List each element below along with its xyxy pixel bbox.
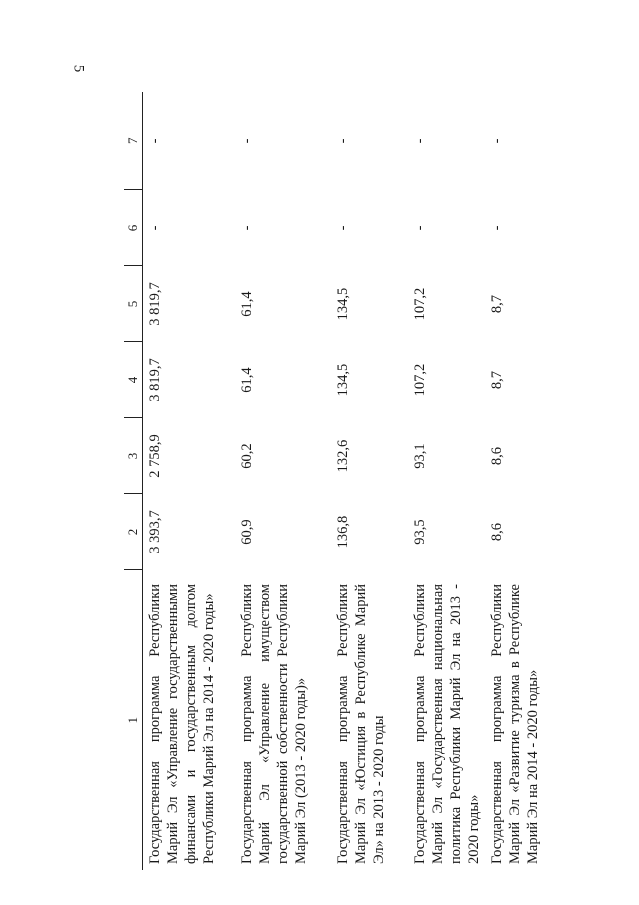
value-col-5: 134,5 [334,287,351,321]
value-col-3: 132,6 [334,439,351,473]
value-col-2: 93,5 [411,519,428,545]
value-col-6: - [334,225,351,231]
column-header: 4 [124,342,143,418]
value-col-2: 8,6 [488,522,505,542]
column-header: 3 [124,418,143,494]
column-header: 2 [124,494,143,570]
value-col-2: 60,9 [238,519,255,545]
program-name: Государственная программа Республики Марий Эл «Управление имуществом государственной собственности Республики Марий Эл (2013 - 2020 годы)» [238,584,309,864]
rotated-sheet [124,92,541,870]
value-col-7: - [411,138,428,144]
value-col-5: 61,4 [238,291,255,317]
table-row [143,92,235,870]
value-col-4: 134,5 [334,363,351,397]
value-col-4: 3 819,7 [147,358,163,402]
value-col-5: 107,2 [411,287,428,321]
value-col-7: - [334,138,351,144]
column-header: 6 [124,190,143,266]
program-name: Государственная программа Республики Марий Эл «Юстиция в Республике Марий Эл» на 2013 - 2020 годы [334,584,387,864]
table-row [235,92,331,870]
value-col-7: - [488,138,505,144]
program-name: Государственная программа Республики Марий Эл «Управление государственными финансами и государственным долгом Республики Марий Эл на 2014 - 2020 годы» [147,584,217,864]
value-col-3: 2 758,9 [147,434,163,478]
table-row [485,92,562,870]
program-table [124,92,562,870]
value-col-3: 60,2 [238,443,255,469]
value-col-3: 93,1 [411,443,428,469]
value-col-6: - [147,225,163,231]
table-row [331,92,408,870]
table-row [408,92,485,870]
value-col-5: 8,7 [488,294,505,314]
header-row [124,92,143,870]
value-col-7: - [147,138,163,144]
value-col-6: - [411,225,428,231]
value-col-5: 3 819,7 [147,282,163,326]
value-col-4: 61,4 [238,367,255,393]
value-col-4: 107,2 [411,363,428,397]
page-number: 5 [70,64,87,73]
value-col-2: 3 393,7 [147,510,163,554]
column-header: 1 [124,570,143,870]
value-col-6: - [488,225,505,231]
program-name: Государственная программа Республики Марий Эл «Государственная национальная политика Республики Марий Эл на 2013 - 2020 годы» [411,584,482,864]
value-col-3: 8,6 [488,446,505,466]
column-header: 5 [124,266,143,342]
column-header: 7 [124,92,143,190]
value-col-4: 8,7 [488,370,505,390]
value-col-6: - [238,225,255,231]
value-col-2: 136,8 [334,515,351,549]
program-name: Государственная программа Республики Марий Эл «Развитие туризма в Республике Марий Эл на 2014 - 2020 годы» [488,584,541,864]
value-col-7: - [238,138,255,144]
